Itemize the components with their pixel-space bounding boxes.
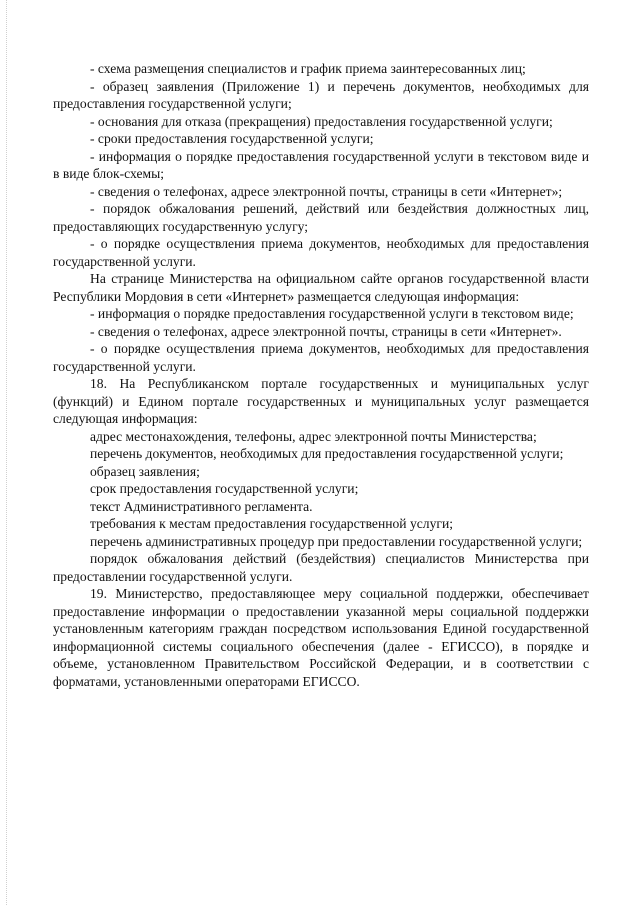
paragraph: срок предоставления государственной услуги; [90,481,359,496]
paragraph: текст Административного регламента. [90,498,313,514]
document-page [53,60,589,690]
paragraph: 19. Министерство, предоставляющее меру социальной поддержки, обеспечивает предоставление информации о предоставлении указанной меры социальной поддержки установленным категориям граждан посредством использования Единой государственной информационной системы социального обеспечения (далее - ЕГИССО), в порядке и объеме, установленном Правительством Российской Федерации, и в соответствии с форматами, установленными операторами ЕГИССО. [53,586,589,689]
paragraph: образец заявления; [90,463,200,479]
paragraph: адрес местонахождения, телефоны, адрес электронной почты Министерства; [90,428,537,444]
paragraph: 18. На Республиканском портале государственных и муниципальных услуг (функций) и Едином портале государственных и муниципальных услуг размещается следующая информация: [53,376,589,426]
paragraph: порядок обжалования действий (бездействия) специалистов Министерства при предоставлении государственной услуги. [53,551,589,584]
paragraph: - основания для отказа (прекращения) предоставления государственной услуги; [90,113,553,129]
paragraph: перечень административных процедур при предоставлении государственной услуги; [90,533,583,549]
paragraph: - порядок обжалования решений, действий или бездействия должностных лиц, предоставляющих государственную услугу; [53,201,589,234]
paragraph: - о порядке осуществления приема документов, необходимых для предоставления государственной услуги. [53,341,589,374]
paragraph: - сведения о телефонах, адресе электронной почты, страницы в сети «Интернет»; [90,183,563,199]
paragraph: - информация о порядке предоставления государственной услуги в текстовом виде и в виде блок-схемы; [53,148,589,181]
paragraph: требования к местам предоставления государственной услуги; [90,516,454,531]
paragraph: - информация о порядке предоставления государственной услуги в текстовом виде; [90,306,574,321]
paragraph: перечень документов, необходимых для предоставления государственной услуги; [90,446,564,461]
paragraph: - сроки предоставления государственной услуги; [90,131,374,146]
paragraph: На странице Министерства на официальном сайте органов государственной власти Республики Мордовия в сети «Интернет» размещается следующая информация: [53,271,589,304]
paragraph: - о порядке осуществления приема документов, необходимых для предоставления государственной услуги. [53,236,589,269]
scan-edge [6,0,7,905]
paragraph: - сведения о телефонах, адресе электронной почты, страницы в сети «Интернет». [90,323,562,339]
paragraph: - образец заявления (Приложение 1) и перечень документов, необходимых для предоставления государственной услуги; [53,78,589,111]
paragraph: - схема размещения специалистов и график приема заинтересованных лиц; [90,61,526,76]
